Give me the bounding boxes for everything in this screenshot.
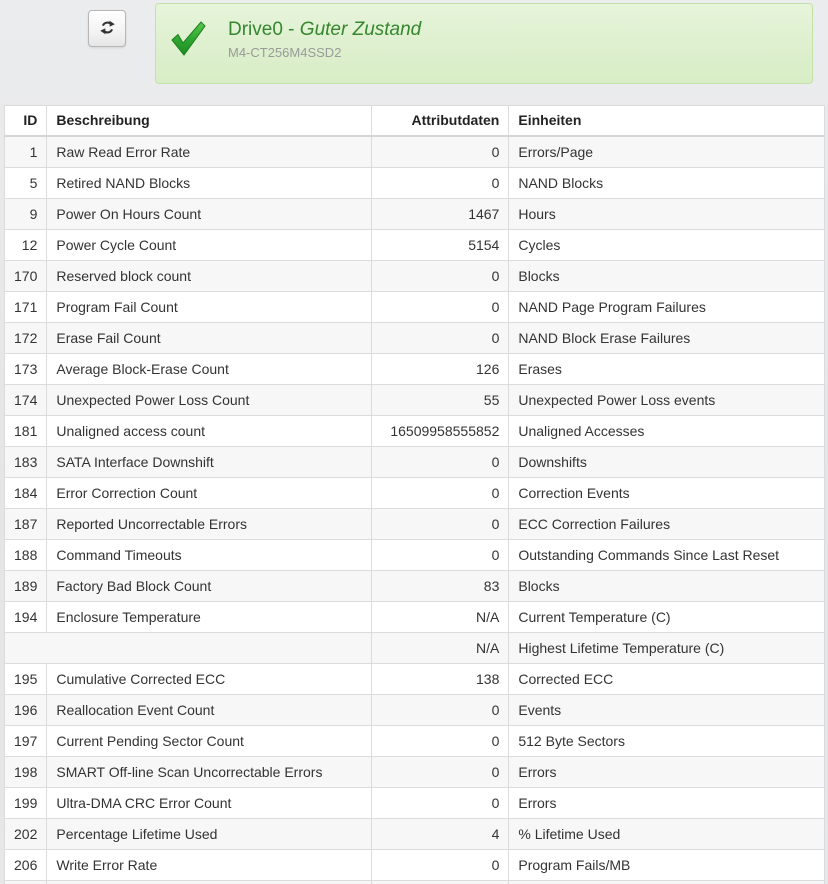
cell-description: Erase Fail Count [47, 323, 372, 354]
cell-value: 0 [372, 509, 509, 540]
cell-value: 0 [372, 261, 509, 292]
table-row [5, 695, 825, 726]
cell-id: 194 [5, 602, 47, 633]
cell-id: 181 [5, 416, 47, 447]
table-row [5, 323, 825, 354]
cell-description: Retired NAND Blocks [47, 168, 372, 199]
cell-unit: Erases [509, 354, 825, 385]
cell-value: 55 [372, 385, 509, 416]
cell-unit: NAND Page Program Failures [509, 292, 825, 323]
cell-id: 12 [5, 230, 47, 261]
cell-id: 198 [5, 757, 47, 788]
table-row [5, 168, 825, 199]
cell-value: 0 [372, 850, 509, 881]
table-row [5, 416, 825, 447]
cell-unit: % Lifetime Used [509, 819, 825, 850]
table-row [5, 757, 825, 788]
cell-value: 0 [372, 447, 509, 478]
cell-unit: Highest Lifetime Temperature (C) [509, 633, 825, 664]
cell-value [372, 881, 509, 884]
cell-unit: NAND Blocks [509, 168, 825, 199]
cell-value: 138 [372, 664, 509, 695]
cell-id: 171 [5, 292, 47, 323]
cell-id: 196 [5, 695, 47, 726]
cell-value: 126 [372, 354, 509, 385]
cell-unit: Hours [509, 199, 825, 230]
cell-description: Reserved block count [47, 261, 372, 292]
cell-unit: Downshifts [509, 447, 825, 478]
table-header-row [5, 106, 825, 137]
cell-description: Average Block-Erase Count [47, 354, 372, 385]
drive-label: Drive0 - [228, 19, 300, 40]
cell-description: Power Cycle Count [47, 230, 372, 261]
check-icon [168, 19, 208, 61]
drive-model: M4-CT256M4SSD2 [228, 45, 342, 60]
cell-unit: Program Fails/MB [509, 850, 825, 881]
cell-value: 0 [372, 323, 509, 354]
table-row [5, 478, 825, 509]
cell-description: Ultra-DMA CRC Error Count [47, 788, 372, 819]
cell-value: 0 [372, 695, 509, 726]
cell-unit: Correction Events [509, 478, 825, 509]
smart-table-body [5, 136, 825, 884]
table-row [5, 540, 825, 571]
cell-description: Unaligned access count [47, 416, 372, 447]
cell-description: Reallocation Event Count [47, 695, 372, 726]
column-header-value: Attributdaten [372, 106, 509, 137]
table-row [5, 230, 825, 261]
cell-description: Error Correction Count [47, 478, 372, 509]
cell-id: 202 [5, 819, 47, 850]
cell-unit: Outstanding Commands Since Last Reset [509, 540, 825, 571]
cell-description: Reported Uncorrectable Errors [47, 509, 372, 540]
cell-description: SATA Interface Downshift [47, 447, 372, 478]
cell-value: N/A [372, 602, 509, 633]
cell-unit: Cycles [509, 230, 825, 261]
table-row [5, 261, 825, 292]
cell-id: 5 [5, 168, 47, 199]
cell-description: Write Error Rate [47, 850, 372, 881]
table-row [5, 292, 825, 323]
cell-id: 174 [5, 385, 47, 416]
column-header-unit: Einheiten [509, 106, 825, 137]
cell-value: 0 [372, 726, 509, 757]
refresh-button[interactable] [88, 10, 126, 47]
cell-description: Program Fail Count [47, 292, 372, 323]
cell-unit: 512 Byte Sectors [509, 726, 825, 757]
cell-id: 197 [5, 726, 47, 757]
cell-unit: Errors [509, 788, 825, 819]
table-row [5, 850, 825, 881]
table-row [5, 726, 825, 757]
smart-attributes-table [4, 105, 825, 884]
cell-description: SMART Off-line Scan Uncorrectable Errors [47, 757, 372, 788]
drive-condition: Guter Zustand [299, 19, 422, 40]
cell-value: 0 [372, 757, 509, 788]
cell-unit: Current Temperature (C) [509, 602, 825, 633]
table-row [5, 819, 825, 850]
cell-id: 206 [5, 850, 47, 881]
drive-status-title [228, 17, 421, 42]
cell-unit: Unaligned Accesses [509, 416, 825, 447]
cell-value: 0 [372, 788, 509, 819]
cell-description: Current Pending Sector Count [47, 726, 372, 757]
cell-id: 1 [5, 136, 47, 168]
table-row [5, 447, 825, 478]
table-row [5, 633, 825, 664]
cell-description: Power On Hours Count [47, 199, 372, 230]
cell-unit: Events [509, 695, 825, 726]
table-row [5, 602, 825, 633]
table-row [5, 354, 825, 385]
column-header-description: Beschreibung [47, 106, 372, 137]
cell-description: Unexpected Power Loss Count [47, 385, 372, 416]
cell-id: 183 [5, 447, 47, 478]
cell-value: 0 [372, 168, 509, 199]
drive-status-panel [155, 3, 813, 84]
cell-unit: Blocks [509, 261, 825, 292]
cell-id: 170 [5, 261, 47, 292]
cell-unit: Errors [509, 757, 825, 788]
table-row [5, 571, 825, 602]
cell-value: 4 [372, 819, 509, 850]
cell-description: Cumulative Corrected ECC [47, 664, 372, 695]
cell-unit: NAND Block Erase Failures [509, 323, 825, 354]
cell-id: 189 [5, 571, 47, 602]
cell-description: Raw Read Error Rate [47, 136, 372, 168]
toolbar [0, 0, 828, 105]
smart-attributes-table-wrap [4, 105, 825, 884]
cell-value: 0 [372, 478, 509, 509]
cell-value: 83 [372, 571, 509, 602]
cell-value: 5154 [372, 230, 509, 261]
cell-id: 173 [5, 354, 47, 385]
cell-id: 199 [5, 788, 47, 819]
cell-unit: Errors/Page [509, 136, 825, 168]
cell-value: 0 [372, 292, 509, 323]
cell-unit: Unexpected Power Loss events [509, 385, 825, 416]
cell-value: 1467 [372, 199, 509, 230]
cell-value: N/A [372, 633, 509, 664]
cell-description [47, 881, 372, 884]
cell-id: 172 [5, 323, 47, 354]
cell-id: 9 [5, 199, 47, 230]
cell-description: Enclosure Temperature [47, 602, 372, 633]
cell-unit: Corrected ECC [509, 664, 825, 695]
cell-unit [509, 881, 825, 884]
cell-description: Command Timeouts [47, 540, 372, 571]
cell-id: 188 [5, 540, 47, 571]
cell-value: 16509958555852 [372, 416, 509, 447]
table-row [5, 199, 825, 230]
table-row [5, 881, 825, 884]
cell-description: Percentage Lifetime Used [47, 819, 372, 850]
cell-value: 0 [372, 136, 509, 168]
column-header-id: ID [5, 106, 47, 137]
cell-id: 195 [5, 664, 47, 695]
cell-value: 0 [372, 540, 509, 571]
refresh-icon [98, 18, 117, 40]
table-row [5, 385, 825, 416]
table-row [5, 509, 825, 540]
table-row [5, 664, 825, 695]
cell-unit: ECC Correction Failures [509, 509, 825, 540]
cell-id: 187 [5, 509, 47, 540]
cell-description: Factory Bad Block Count [47, 571, 372, 602]
cell-id-description [5, 633, 372, 664]
cell-id [5, 881, 47, 884]
cell-unit: Blocks [509, 571, 825, 602]
cell-id: 184 [5, 478, 47, 509]
table-row [5, 136, 825, 168]
table-row [5, 788, 825, 819]
